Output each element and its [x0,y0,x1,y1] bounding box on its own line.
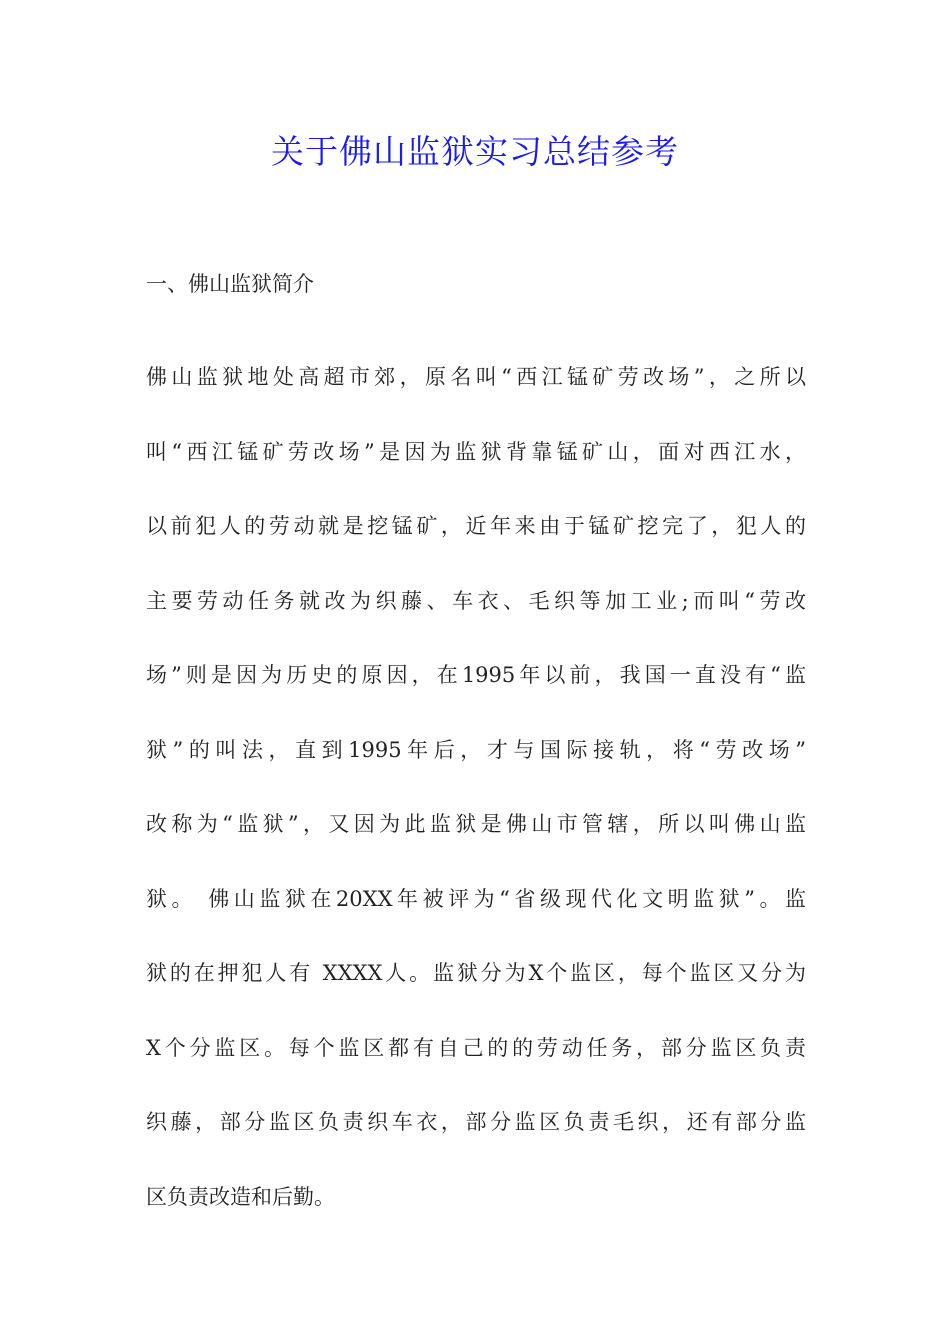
paragraph-line: 佛山监狱地处高超市郊，原名叫“西江锰矿劳改场”，之所以 [146,365,806,389]
paragraph-line: 叫“西江锰矿劳改场”是因为监狱背靠锰矿山，面对西江水， [146,439,806,464]
paragraph-line: X个分监区。每个监区都有自己的的劳动任务，部分监区负责 [146,1035,806,1060]
paragraph-line: 主要劳动任务就改为织藤、车衣、毛织等加工业;而叫“劳改 [146,588,806,613]
paragraph-line: 场”则是因为历史的原因，在1995年以前，我国一直没有“监 [146,663,806,687]
paragraph-line: 狱。 佛山监狱在20XX年被评为“省级现代化文明监狱”。监 [146,886,806,911]
document-title: 关于佛山监狱实习总结参考 [271,132,679,171]
paragraph-line: 狱”的叫法，直到1995年后，才与国际接轨，将“劳改场” [146,737,806,762]
paragraph-line: 织藤，部分监区负责织车衣，部分监区负责毛织，还有部分监 [146,1110,806,1134]
body-paragraph [146,340,806,1234]
paragraph-line: 狱的在押犯人有 XXXX人。监狱分为X个监区，每个监区又分为 [146,961,806,985]
section-heading: 一、佛山监狱简介 [146,272,314,296]
paragraph-line: 以前犯人的劳动就是挖锰矿，近年来由于锰矿挖完了，犯人的 [146,514,806,538]
paragraph-line: 区负责改造和后勤。 [146,1184,335,1209]
paragraph-line: 改称为“监狱”，又因为此监狱是佛山市管辖，所以叫佛山监 [146,812,806,836]
